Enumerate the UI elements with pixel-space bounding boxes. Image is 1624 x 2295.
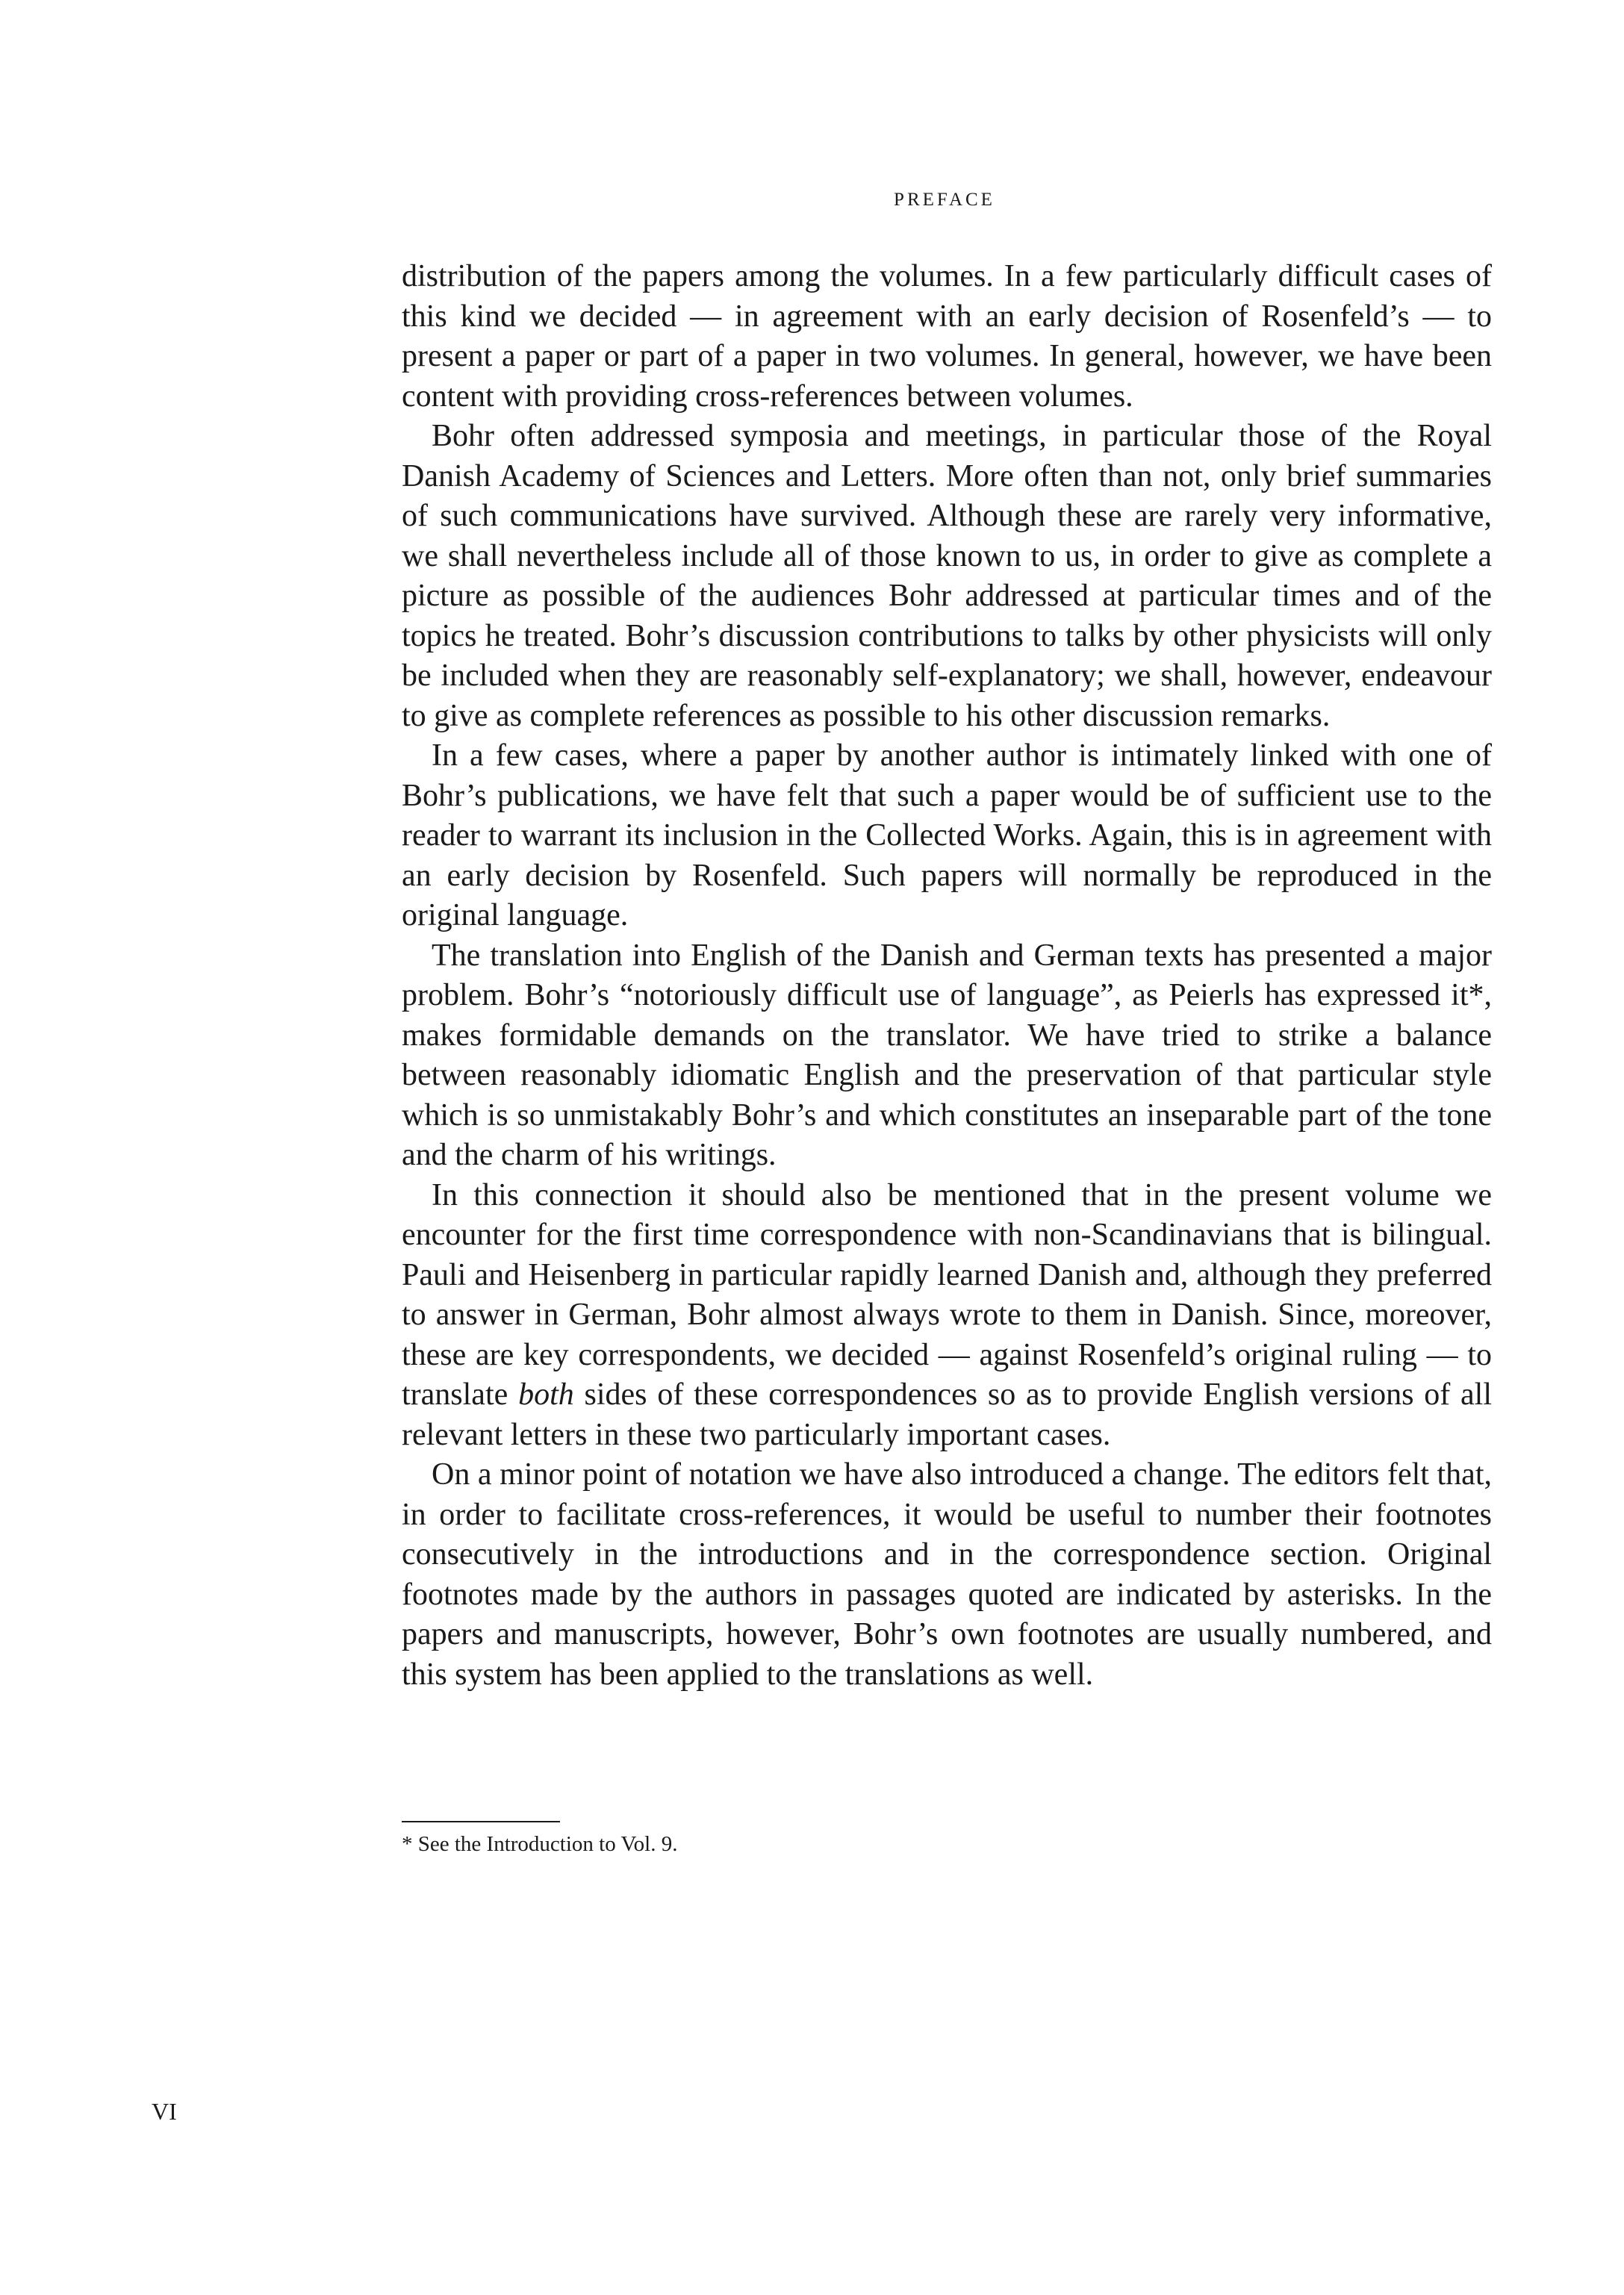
running-head: PREFACE bbox=[894, 190, 995, 210]
paragraph-bilingual-correspondence bbox=[402, 1176, 1492, 1456]
body-text bbox=[402, 257, 1492, 1695]
paragraph-notation: On a minor point of notation we have also introduced a change. The editors felt that, in order to facilitate cross-references, it would be useful to number their footnotes consecutively in the introductions and in the correspondence section. Original footnotes made by the authors in passages quoted are indicated by asterisks. In the papers and manuscripts, however, Bohr’s own footnotes are usually numbered, and this system has been applied to the translations as well. bbox=[402, 1457, 1492, 1692]
paragraph-symposia: Bohr often addressed symposia and meetings, in particular those of the Royal Danish Academy of Sciences and Letters. More often than not, only brief summaries of such communications have survived. Although these are rarely very informative, we shall nevertheless include all of those known to us, in order to give as complete a picture as possible of the audiences Bohr addressed at particular times and of the topics he treated. Bohr’s discussion contributions to talks by other physicists will only be included when they are reasonably self-explanatory; we shall, however, endeavour to give as complete references as possible to his other discussion remarks. bbox=[402, 419, 1492, 733]
emphasis-both: both bbox=[518, 1377, 574, 1412]
paragraph-translation: The translation into English of the Danish and German texts has presented a major problem. Bohr’s “notoriously difficult use of language”, as Peierls has expressed it*, makes formidable demands on the translator. We have tried to strike a balance between reasonably idiomatic English and the preservation of that particular style which is so unmistakably Bohr’s and which constitutes an inseparable part of the tone and the charm of his writings. bbox=[402, 938, 1492, 1172]
page-number: VI bbox=[152, 2098, 177, 2125]
paragraph-text-before: In this connection it should also be mentioned that in the present volume we encounter for the first time correspondence with non-Scandinavians that is bilingual. Pauli and Heisenberg in particular rapidly learned Danish and, although they preferred to answer in German, Bohr almost always wrote to them in Danish. Since, moreover, these are key correspondents, we decided — against Rosenfeld’s original ruling — to translate bbox=[402, 1177, 1492, 1412]
paragraph-text-after: sides of these correspondences so as to provide English versions of all relevant letters in these two particularly important cases. bbox=[402, 1377, 1492, 1452]
footnote: * See the Introduction to Vol. 9. bbox=[402, 1832, 678, 1856]
paragraph-continued: distribution of the papers among the volumes. In a few particularly difficult cases of this kind we decided — in agreement with an early decision of Rosenfeld’s — to present a paper or part of a paper in two volumes. In general, however, we have been content with providing cross-references between volumes. bbox=[402, 259, 1492, 414]
footnote-rule bbox=[402, 1821, 560, 1822]
paragraph-other-authors: In a few cases, where a paper by another author is intimately linked with one of Bohr’s publications, we have felt that such a paper would be of sufficient use to the reader to warrant its inclusion in the Collected Works. Again, this is in agreement with an early decision by Rosenfeld. Such papers will normally be reproduced in the original language. bbox=[402, 738, 1492, 932]
